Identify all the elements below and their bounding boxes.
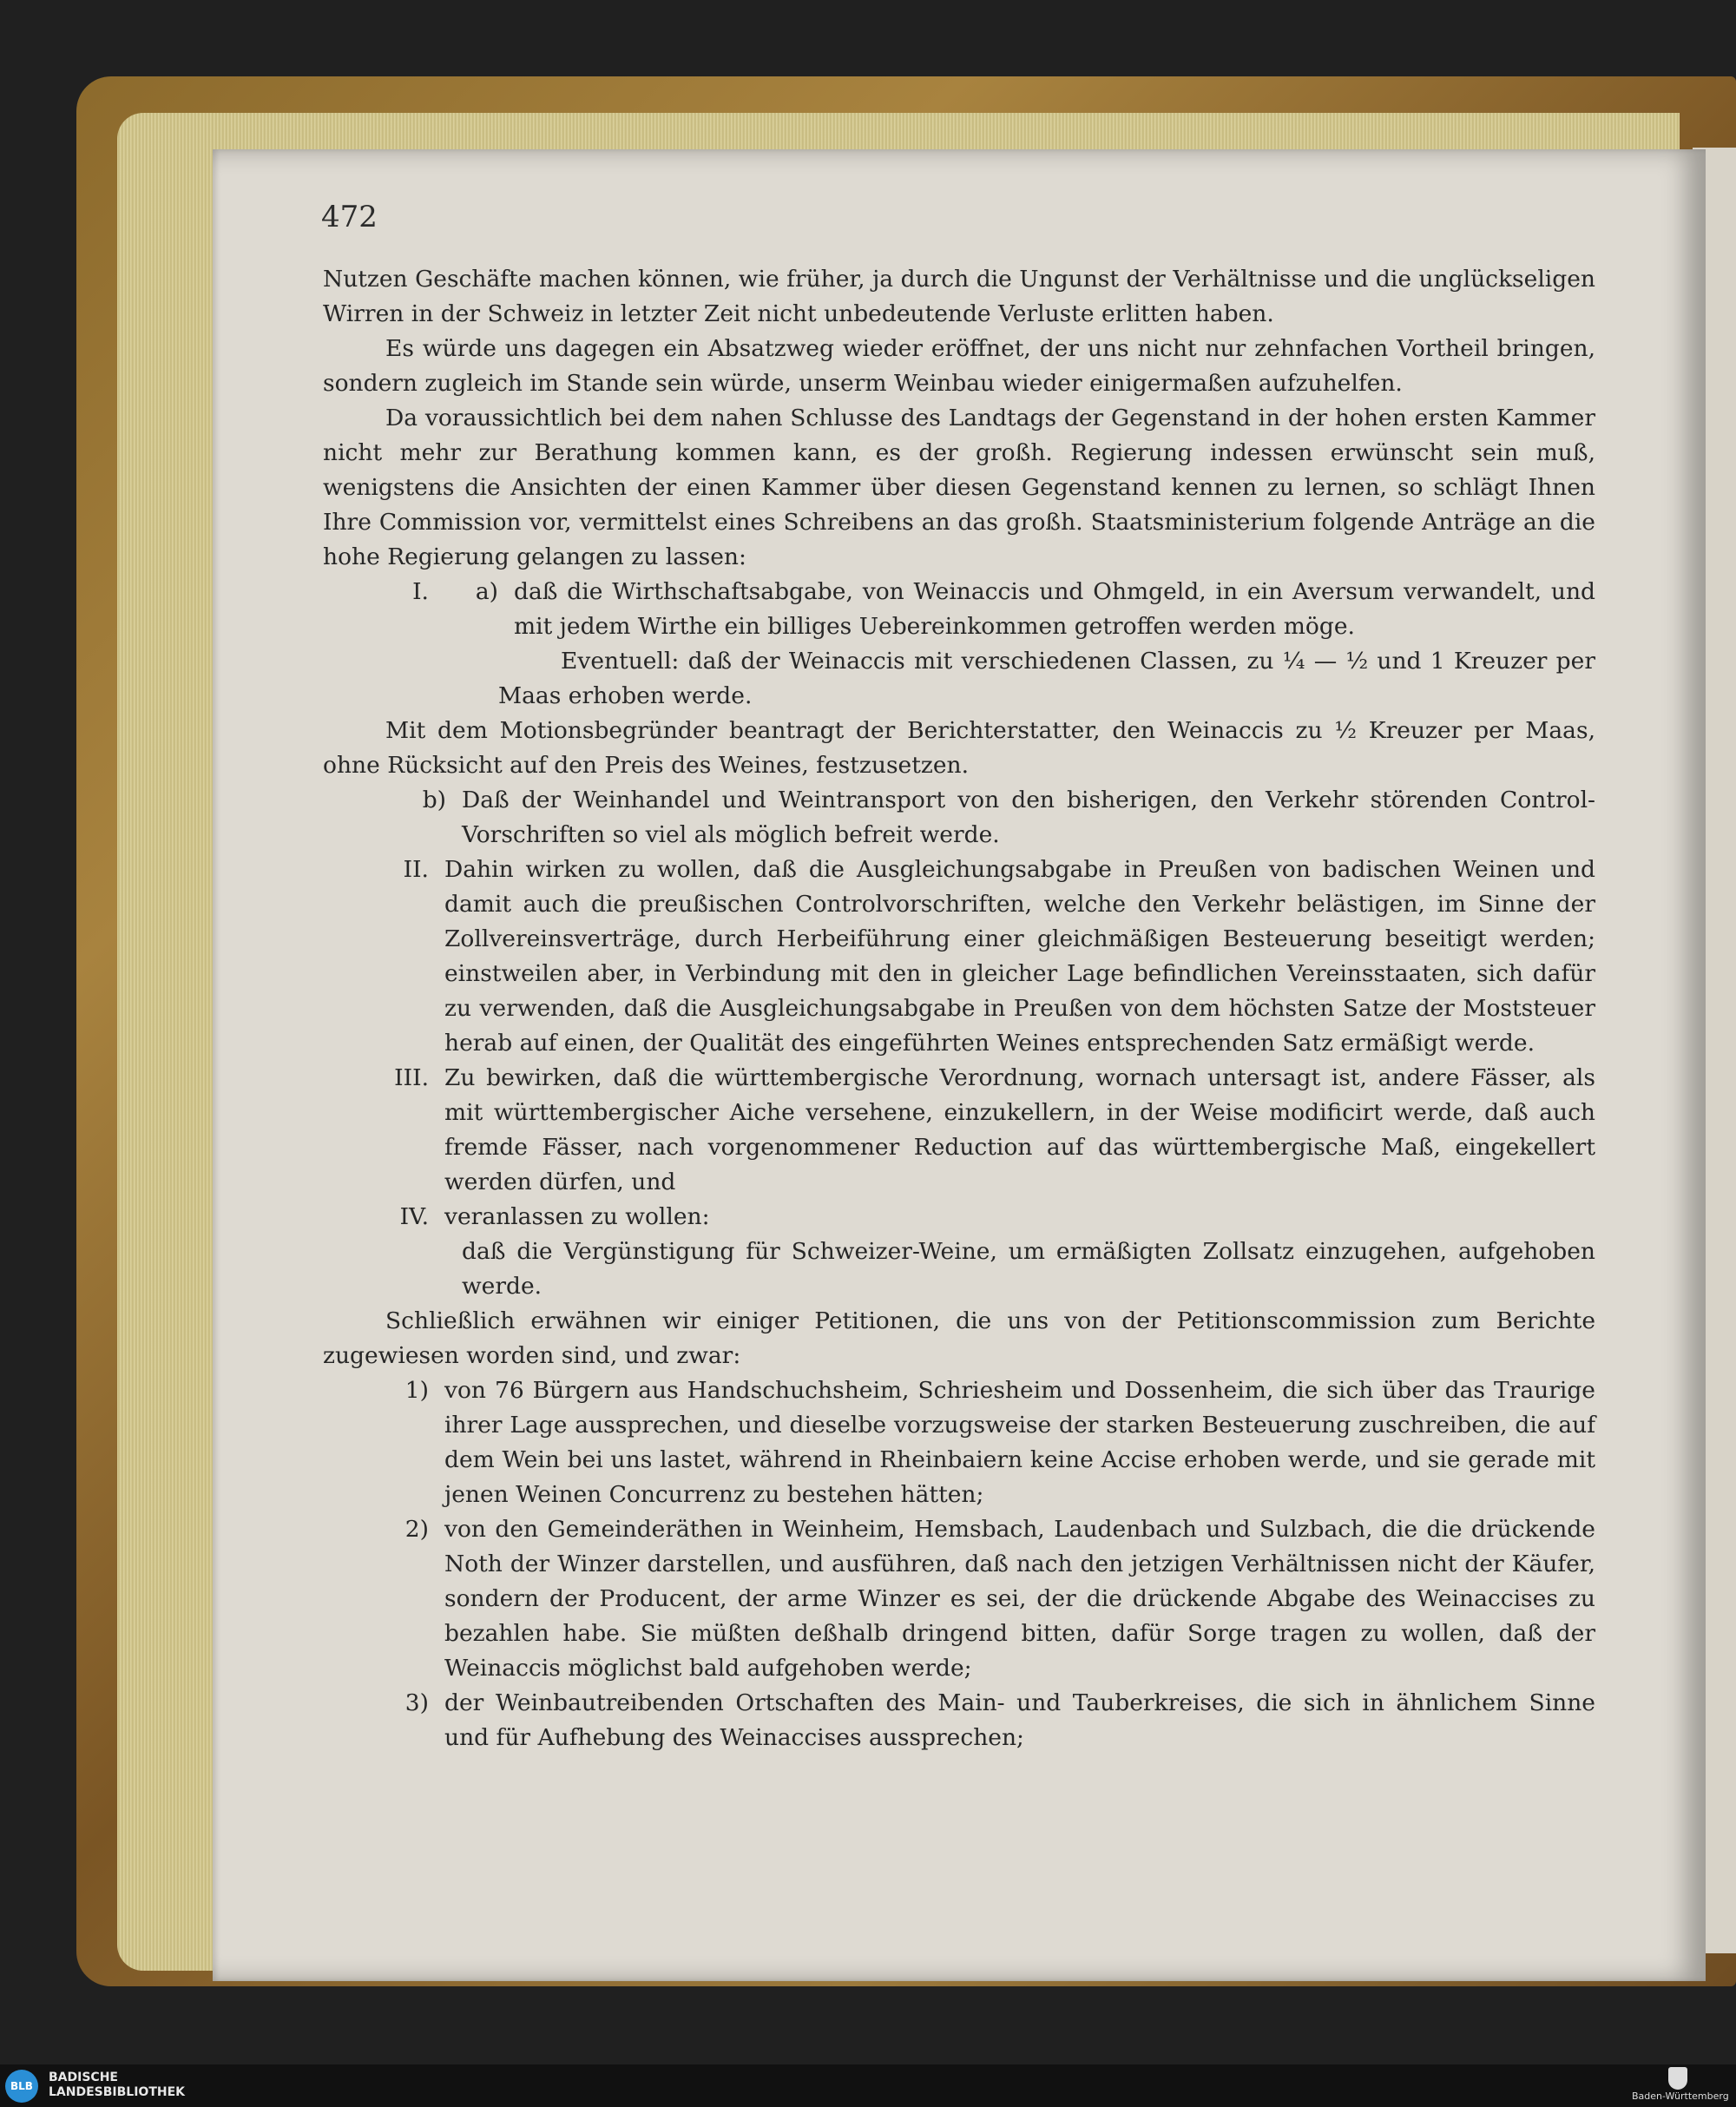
paragraph-5: Schließlich erwähnen wir einiger Petitionen, die uns von der Petitionscommission zum Berichte zugewiesen worden sind, und zwar:: [323, 1307, 1595, 1369]
item-I: [323, 575, 1595, 644]
petition-2: [323, 1512, 1595, 1686]
library-name-line-2: LANDESBIBLIOTHEK: [49, 2085, 186, 2099]
item-III: [323, 1061, 1595, 1200]
item-Ia-text: daß die Wirthschaftsabgabe, von Weinaccis und Ohmgeld, in ein Aversum verwandelt, und mit jedem Wirthe ein billiges Uebereinkommen getroffen werden möge.: [514, 578, 1595, 640]
page-number: 472: [321, 200, 378, 234]
item-II-text: Dahin wirken zu wollen, daß die Ausgleichungsabgabe in Preußen von badischen Weinen und damit auch die preußischen Controlvorschriften, welche den Verkehr belästigen, im Sinne der Zollvereinsverträge, durch Herbeiführung einer gleichmäßigen Besteuerung beseitigt werden; einstweilen aber, in Verbindung mit den in gleicher Lage befindlichen Vereinsstaaten, sich dafür zu verwenden, daß die Ausgleichungsabgabe in Preußen von dem höchsten Satze der Moststeuer herab auf einen, der Qualität des eingeführten Weines entsprechenden Satz ermäßigt werde.: [444, 856, 1595, 1057]
viewer-footer: [0, 2064, 1736, 2107]
item-Ib: [323, 783, 1595, 853]
baden-wuerttemberg-label: Baden-Württemberg: [1632, 2091, 1729, 2102]
petition-3-marker: 3): [404, 1689, 429, 1716]
petition-1-marker: 1): [404, 1377, 429, 1404]
item-IV: [323, 1200, 1595, 1235]
item-IV-continuation: daß die Vergünstigung für Schweizer-Weine, um ermäßigten Zollsatz einzugehen, aufgehoben werde.: [462, 1238, 1595, 1300]
item-IV-marker: IV.: [399, 1203, 429, 1230]
petition-2-text: von den Gemeinderäthen in Weinheim, Hemsbach, Laudenbach und Sulzbach, die die drückende Noth der Winzer darstellen, und ausführen, daß nach den jetzigen Verhältnissen nicht der Käufer, sondern der Producent, der arme Winzer es sei, der die drückende Abgabe des Weinaccises zu bezahlen habe. Sie müßten deßhalb dringend bitten, dafür Sorge tragen zu wollen, daß der Weinaccis möglichst bald aufgehoben werde;: [444, 1516, 1595, 1682]
petition-3-text: der Weinbautreibenden Ortschaften des Main- und Tauberkreises, die sich in ähnlichem Sinne und für Aufhebung des Weinaccises aussprechen;: [444, 1689, 1595, 1751]
baden-wuerttemberg-crest-icon: [1668, 2067, 1687, 2090]
petition-2-marker: 2): [404, 1516, 429, 1543]
paragraph-3: Da voraussichtlich bei dem nahen Schlusse des Landtags der Gegenstand in der hohen ersten Kammer nicht mehr zur Berathung kommen kann, es der großh. Regierung indessen erwünscht sein muß, wenigstens die Ansichten der einen Kammer über diesen Gegenstand kennen zu lernen, so schlägt Ihnen Ihre Commission vor, vermittelst eines Schreibens an das großh. Staatsministerium folgende Anträge an die hohe Regierung gelangen zu lassen:: [323, 405, 1595, 570]
library-name-line-1: BADISCHE: [49, 2071, 118, 2084]
item-Ia-marker: a): [475, 578, 498, 605]
paragraph-2: Es würde uns dagegen ein Absatzweg wieder eröffnet, der uns nicht nur zehnfachen Vortheil bringen, sondern zugleich im Stande sein würde, unserm Weinbau wieder einigermaßen aufzuhelfen.: [323, 335, 1595, 397]
item-III-text: Zu bewirken, daß die württembergische Verordnung, wornach untersagt ist, andere Fässer, als mit württembergischer Aiche versehene, einzukellern, in der Weise modificirt werde, daß auch fremde Fässer, nach vorgenommener Reduction auf das württembergische Maß, eingekellert werden dürfen, und: [444, 1064, 1595, 1195]
item-I-marker: I.: [412, 578, 429, 605]
item-Ib-marker: b): [422, 787, 446, 813]
paragraph-1: Nutzen Geschäfte machen können, wie früher, ja durch die Ungunst der Verhältnisse und die unglückseligen Wirren in der Schweiz in letzter Zeit nicht unbedeutende Verluste erlitten haben.: [323, 266, 1595, 327]
page-text: [323, 262, 1595, 1755]
blb-logo-icon[interactable]: BLB: [5, 2070, 38, 2103]
eventuell-text: Eventuell: daß der Weinaccis mit verschiedenen Classen, zu ¼ — ½ und 1 Kreuzer per Maas erhoben werde.: [498, 648, 1595, 709]
library-name: [49, 2071, 185, 2100]
item-III-marker: III.: [394, 1064, 429, 1091]
petition-3: [323, 1686, 1595, 1755]
item-II: [323, 853, 1595, 1061]
petition-1: [323, 1373, 1595, 1512]
item-Ib-text: Daß der Weinhandel und Weintransport von den bisherigen, den Verkehr störenden Control-Vorschriften so viel als möglich befreit werde.: [462, 787, 1595, 848]
paragraph-4: Mit dem Motionsbegründer beantragt der Berichterstatter, den Weinaccis zu ½ Kreuzer per Maas, ohne Rücksicht auf den Preis des Weines, festzusetzen.: [323, 717, 1595, 779]
item-IV-text: veranlassen zu wollen:: [444, 1203, 710, 1230]
petition-1-text: von 76 Bürgern aus Handschuchsheim, Schriesheim und Dossenheim, die sich über das Traurige ihrer Lage aussprechen, und dieselbe vorzugsweise der starken Besteuerung zuschreiben, die auf dem Wein bei uns lastet, während in Rheinbaiern keine Accise erhoben werde, und sie gerade mit jenen Weinen Concurrenz zu bestehen hätten;: [444, 1377, 1595, 1508]
item-II-marker: II.: [403, 856, 429, 883]
